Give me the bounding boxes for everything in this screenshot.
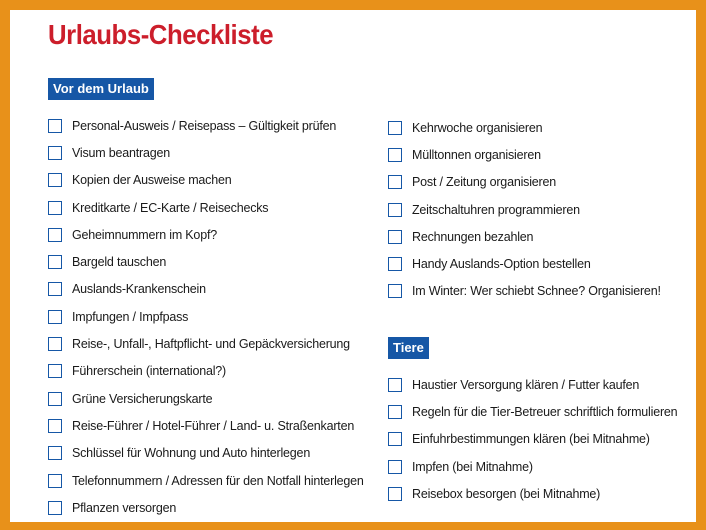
checklist-item xyxy=(388,250,661,277)
checklist-item xyxy=(48,194,364,221)
checklist-item-label: Personal-Ausweis / Reisepass – Gültigkeit prüfen xyxy=(72,118,337,133)
checklist-item-label: Schlüssel für Wohnung und Auto hinterlegen xyxy=(72,446,311,461)
checklist-item-label: Regeln für die Tier-Betreuer schriftlich formulieren xyxy=(412,404,678,419)
checklist-item-label: Pflanzen versorgen xyxy=(72,500,177,515)
checkbox[interactable] xyxy=(48,392,62,406)
checkbox[interactable] xyxy=(388,175,402,189)
checkbox[interactable] xyxy=(48,282,62,296)
checkbox[interactable] xyxy=(388,257,402,271)
checklist-item-label: Reise-, Unfall-, Haftpflicht- und Gepäckversicherung xyxy=(72,337,350,352)
checkbox[interactable] xyxy=(388,405,402,419)
checkbox[interactable] xyxy=(48,337,62,351)
checklist-item xyxy=(388,223,661,250)
section-heading-pets: Tiere xyxy=(388,337,429,359)
checkbox[interactable] xyxy=(388,230,402,244)
checkbox[interactable] xyxy=(48,119,62,133)
checkbox[interactable] xyxy=(48,364,62,378)
checklist-item xyxy=(388,453,677,480)
checkbox[interactable] xyxy=(48,474,62,488)
checklist-item xyxy=(48,330,364,357)
checklist-item xyxy=(388,371,677,398)
checklist-item xyxy=(388,169,661,196)
checklist-item xyxy=(48,221,364,248)
checklist-item-label: Auslands-Krankenschein xyxy=(72,282,206,297)
checklist-item-label: Telefonnummern / Adressen für den Notfall hinterlegen xyxy=(72,473,364,488)
checklist-item-label: Impfen (bei Mitnahme) xyxy=(412,459,533,474)
checklist-item xyxy=(48,358,364,385)
checklist-item xyxy=(388,398,677,425)
checklist-item-label: Bargeld tauschen xyxy=(72,255,167,270)
checklist-item xyxy=(48,248,364,275)
checklist-item-label: Rechnungen bezahlen xyxy=(412,229,534,244)
checklist-item-label: Visum beantragen xyxy=(72,145,171,160)
checklist-item xyxy=(48,276,364,303)
checklist-item-label: Führerschein (international?) xyxy=(72,364,227,379)
checklist-item xyxy=(48,412,364,439)
checkbox[interactable] xyxy=(388,148,402,162)
checkbox[interactable] xyxy=(48,228,62,242)
checkbox[interactable] xyxy=(388,460,402,474)
checkbox[interactable] xyxy=(388,487,402,501)
checkbox[interactable] xyxy=(388,378,402,392)
section-heading-before: Vor dem Urlaub xyxy=(48,78,154,100)
checklist-item-label: Impfungen / Impfpass xyxy=(72,309,189,324)
checklist-item xyxy=(48,385,364,412)
checkbox[interactable] xyxy=(388,284,402,298)
checklist-item-label: Grüne Versicherungskarte xyxy=(72,391,213,406)
checkbox[interactable] xyxy=(48,146,62,160)
checklist-item xyxy=(48,494,364,521)
checklist-item xyxy=(388,196,661,223)
checklist-item xyxy=(388,426,677,453)
checklist-item-label: Post / Zeitung organisieren xyxy=(412,175,556,190)
checklist-pets-column xyxy=(388,371,677,507)
checklist-item xyxy=(48,139,364,166)
checklist-item-label: Kreditkarte / EC-Karte / Reisechecks xyxy=(72,200,269,215)
checkbox[interactable] xyxy=(48,201,62,215)
checklist-item-label: Im Winter: Wer schiebt Schnee? Organisieren! xyxy=(412,284,661,299)
checklist-item xyxy=(388,480,677,507)
checklist-right-column xyxy=(388,114,661,305)
checkbox[interactable] xyxy=(388,432,402,446)
checklist-left-column xyxy=(48,112,364,521)
checkbox[interactable] xyxy=(388,203,402,217)
checklist-item-label: Reisebox besorgen (bei Mitnahme) xyxy=(412,486,601,501)
checklist-item-label: Zeitschaltuhren programmieren xyxy=(412,202,580,217)
checklist-item xyxy=(48,112,364,139)
checklist-item xyxy=(388,141,661,168)
checklist-item xyxy=(388,278,661,305)
checklist-item xyxy=(48,440,364,467)
checkbox[interactable] xyxy=(48,255,62,269)
checklist-item-label: Mülltonnen organisieren xyxy=(412,147,541,162)
checkbox[interactable] xyxy=(48,173,62,187)
page-title: Urlaubs-Checkliste xyxy=(48,19,274,50)
checklist-item xyxy=(48,303,364,330)
checkbox[interactable] xyxy=(48,501,62,515)
checklist-item-label: Kehrwoche organisieren xyxy=(412,120,543,135)
checklist-item-label: Einfuhrbestimmungen klären (bei Mitnahme) xyxy=(412,432,650,447)
checklist-item-label: Handy Auslands-Option bestellen xyxy=(412,257,591,272)
checklist-item-label: Reise-Führer / Hotel-Führer / Land- u. Straßenkarten xyxy=(72,418,355,433)
checkbox[interactable] xyxy=(48,446,62,460)
checklist-item-label: Kopien der Ausweise machen xyxy=(72,173,232,188)
checklist-item-label: Geheimnummern im Kopf? xyxy=(72,227,217,242)
checklist-item xyxy=(388,114,661,141)
checklist-item-label: Haustier Versorgung klären / Futter kaufen xyxy=(412,377,640,392)
checkbox[interactable] xyxy=(48,310,62,324)
checklist-item xyxy=(48,467,364,494)
checkbox[interactable] xyxy=(388,121,402,135)
checklist-sheet xyxy=(10,10,696,522)
checklist-item xyxy=(48,167,364,194)
checkbox[interactable] xyxy=(48,419,62,433)
